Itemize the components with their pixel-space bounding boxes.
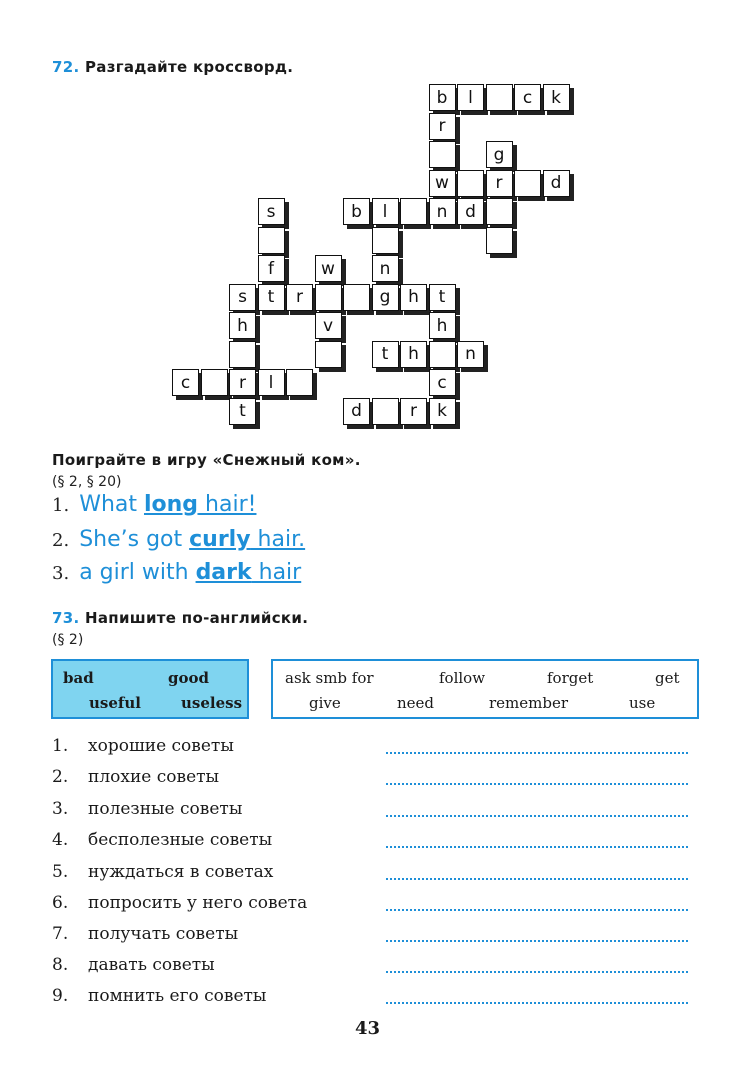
verbs-box — [271, 659, 699, 719]
task-text: бесполезные советы — [88, 830, 273, 850]
crossword-cell[interactable]: n — [429, 198, 456, 225]
crossword-cell[interactable] — [429, 141, 456, 168]
crossword-cell[interactable]: f — [258, 255, 285, 282]
task-row — [52, 955, 692, 979]
task-number: 9. — [52, 986, 69, 1006]
snowball-line-2 — [52, 527, 305, 552]
exercise-heading: Разгадайте кроссворд. — [85, 58, 294, 76]
task-row — [52, 736, 692, 760]
answer-line[interactable] — [386, 815, 688, 817]
snowball-line-1 — [52, 492, 256, 517]
crossword-cell[interactable]: d — [457, 198, 484, 225]
snowball-title: Поиграйте в игру «Снежный ком». — [52, 451, 361, 469]
task-number: 3. — [52, 799, 69, 819]
crossword-cell[interactable]: l — [457, 84, 484, 111]
crossword-cell[interactable]: r — [286, 284, 313, 311]
word-useless: useless — [181, 694, 243, 712]
line-text-end: hair — [251, 560, 302, 585]
word-follow: follow — [439, 669, 486, 687]
crossword-cell[interactable] — [400, 198, 427, 225]
crossword-cell[interactable]: t — [258, 284, 285, 311]
crossword-cell[interactable]: v — [315, 312, 342, 339]
task-number: 8. — [52, 955, 69, 975]
crossword-cell[interactable]: k — [543, 84, 570, 111]
crossword-cell[interactable]: b — [343, 198, 370, 225]
answer-line[interactable] — [386, 846, 688, 848]
crossword-cell[interactable]: s — [258, 198, 285, 225]
crossword-cell[interactable] — [286, 369, 313, 396]
line-text-end: hair! — [198, 492, 257, 517]
crossword-cell[interactable]: d — [343, 398, 370, 425]
crossword-cell[interactable]: g — [372, 284, 399, 311]
answer-line[interactable] — [386, 909, 688, 911]
answer-line[interactable] — [386, 752, 688, 754]
crossword-cell[interactable] — [486, 198, 513, 225]
word-ask-smb-for: ask smb for — [285, 669, 374, 687]
crossword-cell[interactable] — [486, 227, 513, 254]
crossword-cell[interactable] — [372, 227, 399, 254]
task-text: давать советы — [88, 955, 215, 975]
answer-line[interactable] — [386, 940, 688, 942]
crossword-cell[interactable]: r — [429, 113, 456, 140]
task-number: 5. — [52, 862, 69, 882]
exercise-number: 73. — [52, 609, 80, 627]
line-number: 2. — [52, 530, 70, 551]
word-remember: remember — [489, 694, 569, 712]
crossword-cell[interactable]: t — [229, 398, 256, 425]
crossword-cell[interactable] — [315, 341, 342, 368]
task-number: 1. — [52, 736, 69, 756]
crossword-cell[interactable]: h — [400, 341, 427, 368]
task-text: плохие советы — [88, 767, 220, 787]
crossword-cell[interactable]: s — [229, 284, 256, 311]
word-useful: useful — [89, 694, 141, 712]
crossword-cell[interactable] — [486, 84, 513, 111]
keyword: curly — [189, 527, 251, 552]
task-row — [52, 862, 692, 886]
crossword-cell[interactable]: n — [372, 255, 399, 282]
task-row — [52, 986, 692, 1010]
crossword-cell[interactable] — [201, 369, 228, 396]
word-get: get — [655, 669, 680, 687]
line-text: a girl with — [79, 560, 196, 585]
exercise-73-title — [52, 609, 308, 627]
task-row — [52, 830, 692, 854]
task-row — [52, 893, 692, 917]
crossword-cell[interactable]: c — [429, 369, 456, 396]
crossword-cell[interactable] — [229, 341, 256, 368]
crossword-cell[interactable]: c — [514, 84, 541, 111]
word-forget: forget — [547, 669, 594, 687]
task-row — [52, 799, 692, 823]
crossword-cell[interactable] — [315, 284, 342, 311]
answer-line[interactable] — [386, 1002, 688, 1004]
page-number: 43 — [355, 1018, 381, 1039]
word-use: use — [629, 694, 656, 712]
task-number: 2. — [52, 767, 69, 787]
exercise-number: 72. — [52, 58, 80, 76]
task-text: помнить его советы — [88, 986, 267, 1006]
crossword-cell[interactable] — [258, 227, 285, 254]
line-number: 1. — [52, 495, 70, 516]
adjectives-box — [51, 659, 249, 719]
task-text: полезные советы — [88, 799, 243, 819]
task-number: 6. — [52, 893, 69, 913]
crossword-cell[interactable] — [514, 170, 541, 197]
crossword-cell[interactable]: r — [486, 170, 513, 197]
task-text: получать советы — [88, 924, 239, 944]
crossword-cell[interactable]: b — [429, 84, 456, 111]
crossword-cell[interactable] — [372, 398, 399, 425]
line-text: She’s got — [79, 527, 190, 552]
crossword-cell[interactable]: t — [372, 341, 399, 368]
line-number: 3. — [52, 563, 70, 584]
task-text: нуждаться в советах — [88, 862, 274, 882]
crossword-grid — [0, 0, 747, 440]
crossword-cell[interactable]: w — [429, 170, 456, 197]
crossword-cell[interactable] — [429, 341, 456, 368]
crossword-cell[interactable]: l — [258, 369, 285, 396]
keyword: dark — [195, 560, 252, 585]
snowball-line-3 — [52, 560, 301, 585]
task-number: 7. — [52, 924, 69, 944]
crossword-cell[interactable]: d — [543, 170, 570, 197]
crossword-cell[interactable] — [343, 284, 370, 311]
crossword-cell[interactable]: t — [429, 284, 456, 311]
word-need: need — [397, 694, 435, 712]
exercise-73-ref: (§ 2) — [52, 632, 84, 648]
crossword-cell[interactable]: g — [486, 141, 513, 168]
task-number: 4. — [52, 830, 69, 850]
crossword-cell[interactable]: h — [429, 312, 456, 339]
crossword-cell[interactable]: h — [229, 312, 256, 339]
task-row — [52, 924, 692, 948]
word-give: give — [309, 694, 341, 712]
keyword: long — [143, 492, 199, 517]
exercise-heading: Напишите по-английски. — [85, 609, 309, 627]
answer-line[interactable] — [386, 971, 688, 973]
task-row — [52, 767, 692, 791]
crossword-cell[interactable] — [457, 170, 484, 197]
line-text-end: hair. — [250, 527, 306, 552]
crossword-cell[interactable]: w — [315, 255, 342, 282]
crossword-cell[interactable]: h — [400, 284, 427, 311]
crossword-cell[interactable]: c — [172, 369, 199, 396]
crossword-cell[interactable]: l — [372, 198, 399, 225]
crossword-cell[interactable]: k — [429, 398, 456, 425]
word-good: good — [168, 669, 209, 687]
snowball-ref: (§ 2, § 20) — [52, 474, 122, 490]
task-text: попросить у него совета — [88, 893, 308, 913]
crossword-cell[interactable]: n — [457, 341, 484, 368]
word-bad: bad — [63, 669, 94, 687]
task-text: хорошие советы — [88, 736, 234, 756]
crossword-cell[interactable]: r — [400, 398, 427, 425]
answer-line[interactable] — [386, 878, 688, 880]
line-text: What — [79, 492, 144, 517]
crossword-cell[interactable]: r — [229, 369, 256, 396]
answer-line[interactable] — [386, 783, 688, 785]
